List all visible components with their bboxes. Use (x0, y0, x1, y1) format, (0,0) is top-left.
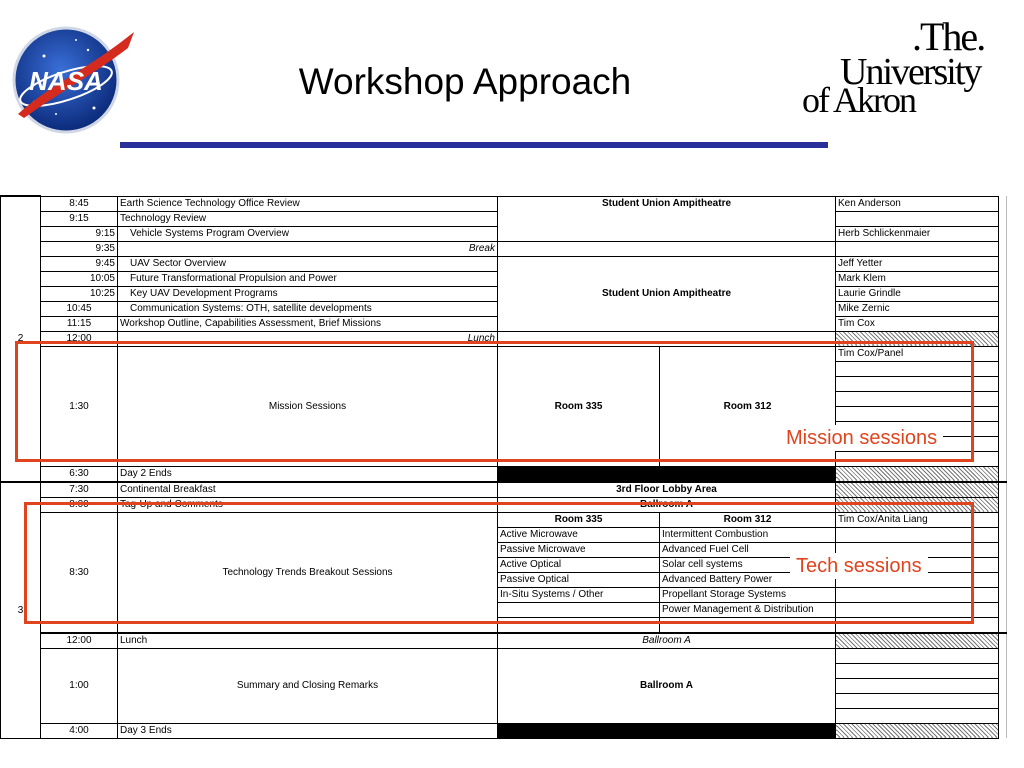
speaker-cell: Mark Klem (836, 271, 999, 286)
akron-logo-line3: of Akron (802, 80, 915, 118)
day-2-cell: 2 (1, 196, 41, 482)
event-cell: Technology Review (118, 211, 498, 226)
time-cell: 4:00 (41, 723, 118, 738)
table-row (1, 723, 1007, 738)
topic-cell: Advanced Fuel Cell (660, 542, 836, 557)
time-cell: 9:45 (41, 256, 118, 271)
time-cell: 12:00 (41, 331, 118, 346)
event-cell: Tag-Up and Comments (118, 497, 498, 512)
topic-cell: Passive Microwave (498, 542, 660, 557)
event-cell: Key UAV Development Programs (118, 286, 498, 301)
time-cell: 8:45 (41, 196, 118, 211)
event-cell: Continental Breakfast (118, 482, 498, 498)
location-cell: Student Union Ampitheatre (498, 196, 836, 211)
title-rule (120, 142, 828, 148)
topic-cell: Active Optical (498, 557, 660, 572)
table-row (1, 633, 1007, 649)
table-row (1, 466, 1007, 482)
time-cell: 9:35 (41, 241, 118, 256)
location-cell: Ballroom A (498, 497, 836, 512)
table-row (1, 648, 1007, 663)
nasa-logo (4, 22, 138, 134)
time-cell: 9:15 (41, 226, 118, 241)
nasa-logo-text: NASA (29, 66, 103, 96)
topic-cell: Passive Optical (498, 572, 660, 587)
event-cell: UAV Sector Overview (118, 256, 498, 271)
table-row (1, 226, 1007, 241)
event-cell: Technology Trends Breakout Sessions (118, 512, 498, 633)
table-row (1, 196, 1007, 211)
event-cell: Workshop Outline, Capabilities Assessment, Brief Missions (118, 316, 498, 331)
university-of-akron-logo (800, 14, 1022, 118)
time-cell: 7:30 (41, 482, 118, 498)
time-cell: 1:00 (41, 648, 118, 723)
table-row (1, 211, 1007, 226)
time-cell: 6:30 (41, 466, 118, 482)
time-cell: 8:30 (41, 512, 118, 633)
speaker-cell: Tim Cox/Anita Liang (836, 512, 999, 527)
topic-cell: Active Microwave (498, 527, 660, 542)
location-cell: Student Union Ampitheatre (498, 286, 836, 301)
event-cell: Break (118, 241, 498, 256)
table-row (1, 286, 1007, 301)
page-title: Workshop Approach (298, 61, 632, 102)
event-cell: Vehicle Systems Program Overview (118, 226, 498, 241)
room-335-cell: Room 335 (498, 512, 660, 527)
topic-cell: Propellant Storage Systems (660, 587, 836, 602)
event-cell: Mission Sessions (118, 346, 498, 466)
mission-sessions-label: Mission sessions (780, 425, 943, 451)
table-row (1, 256, 1007, 271)
time-cell: 10:45 (41, 301, 118, 316)
event-cell: Day 2 Ends (118, 466, 498, 482)
time-cell: 1:30 (41, 346, 118, 466)
room-312-cell: Room 312 (660, 346, 836, 466)
room-335-cell: Room 335 (498, 346, 660, 466)
topic-cell: Intermittent Combustion (660, 527, 836, 542)
event-cell: Communication Systems: OTH, satellite developments (118, 301, 498, 316)
table-row (1, 241, 1007, 256)
table-row (1, 482, 1007, 498)
time-cell: 9:15 (41, 211, 118, 226)
room-312-cell: Room 312 (660, 512, 836, 527)
speaker-cell: Laurie Grindle (836, 286, 999, 301)
event-cell: Earth Science Technology Office Review (118, 196, 498, 211)
table-row (1, 271, 1007, 286)
day-3-cell: 3 (1, 482, 41, 739)
time-cell: 12:00 (41, 633, 118, 649)
tech-sessions-label: Tech sessions (790, 553, 928, 579)
speaker-cell: Jeff Yetter (836, 256, 999, 271)
speaker-cell: Tim Cox (836, 316, 999, 331)
location-cell: Ballroom A (498, 648, 836, 723)
topic-cell: Power Management & Distribution (660, 602, 836, 617)
akron-logo-line2: University (840, 51, 981, 93)
time-cell: 8:00 (41, 497, 118, 512)
speaker-cell: Herb Schlickenmaier (836, 226, 999, 241)
schedule-table (0, 195, 1007, 739)
time-cell: 11:15 (41, 316, 118, 331)
topic-cell: Solar cell systems (660, 557, 836, 572)
table-row (1, 316, 1007, 331)
topic-cell: Advanced Battery Power (660, 572, 836, 587)
speaker-cell: Tim Cox/Panel (836, 346, 999, 361)
time-cell: 10:25 (41, 286, 118, 301)
event-cell: Lunch (118, 633, 498, 649)
location-cell: 3rd Floor Lobby Area (498, 482, 836, 498)
event-cell: Future Transformational Propulsion and Power (118, 271, 498, 286)
event-cell: Lunch (118, 331, 498, 346)
akron-logo-line1: .The. (912, 14, 985, 59)
time-cell: 10:05 (41, 271, 118, 286)
event-cell: Summary and Closing Remarks (118, 648, 498, 723)
speaker-cell: Mike Zernic (836, 301, 999, 316)
topic-cell: In-Situ Systems / Other (498, 587, 660, 602)
event-cell: Day 3 Ends (118, 723, 498, 738)
speaker-cell: Ken Anderson (836, 196, 999, 211)
table-row (1, 301, 1007, 316)
location-cell: Ballroom A (498, 633, 836, 649)
